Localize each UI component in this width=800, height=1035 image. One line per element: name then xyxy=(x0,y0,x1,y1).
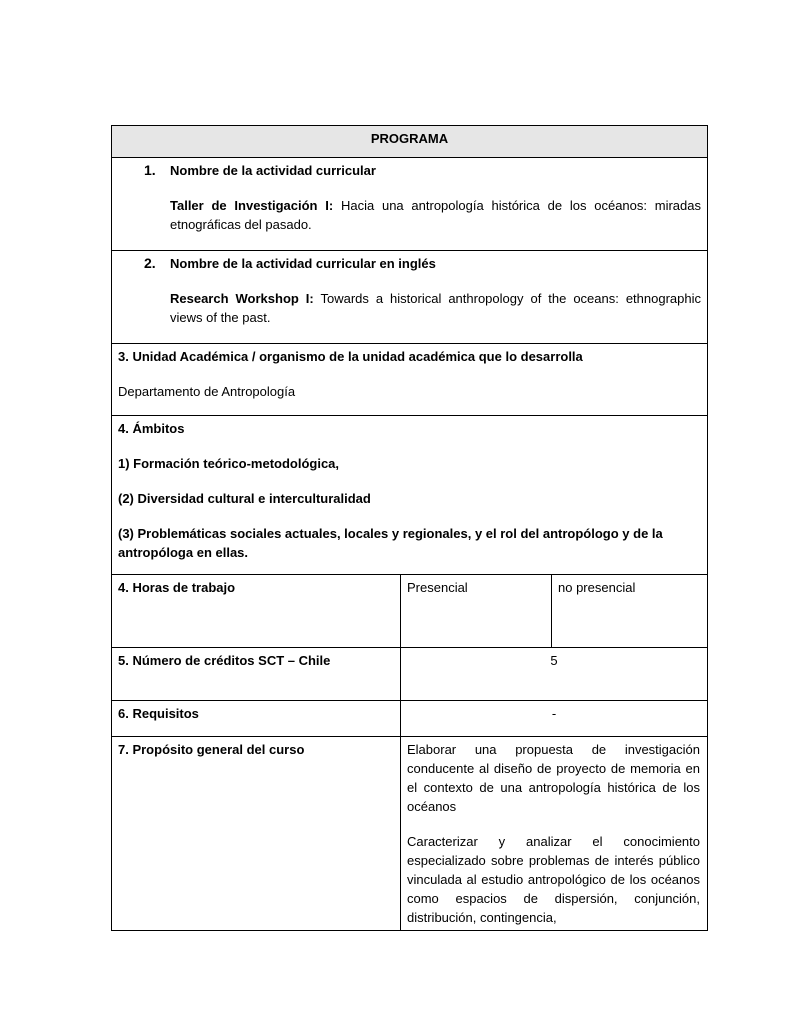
horas-presencial: Presencial xyxy=(401,575,552,648)
section-1-title: Nombre de la actividad curricular xyxy=(170,163,376,178)
horas-no-presencial: no presencial xyxy=(552,575,708,648)
horas-row xyxy=(112,575,708,648)
section-1-name-rest: Hacia una antropología histórica de los océanos: miradas etnográficas del pasado. xyxy=(170,198,701,232)
proposito-value xyxy=(401,737,708,931)
section-2-title: Nombre de la actividad curricular en inglés xyxy=(170,256,436,271)
proposito-paragraph-1: Elaborar una propuesta de investigación conducente al diseño de proyecto de memoria en el contexto de una antropología histórica de los océanos xyxy=(407,742,700,814)
ambito-item: (3) Problemáticas sociales actuales, locales y regionales, y el rol del antropólogo y de la antropóloga en ellas. xyxy=(118,526,663,560)
section-3-row xyxy=(112,344,708,416)
creditos-row xyxy=(112,648,708,701)
program-title: PROGRAMA xyxy=(112,126,708,158)
section-2-name-bold: Research Workshop I: xyxy=(170,291,314,306)
section-2-name-rest: Towards a historical anthropology of the oceans: ethnographic views of the past. xyxy=(170,291,701,325)
section-4-row xyxy=(112,416,708,575)
ambito-item: (2) Diversidad cultural e interculturalidad xyxy=(118,491,371,506)
creditos-value: 5 xyxy=(401,648,708,701)
section-3-title: 3. Unidad Académica / organismo de la unidad académica que lo desarrolla xyxy=(118,349,583,364)
section-4-title: 4. Ámbitos xyxy=(118,421,185,436)
section-2-number: 2. xyxy=(144,255,156,271)
proposito-paragraph-2: Caracterizar y analizar el conocimiento especializado sobre problemas de interés público vinculada al estudio antropológico de los océanos como espacios de dispersión, conjunción, distribución, contingencia, xyxy=(407,834,700,925)
program-table xyxy=(111,125,708,931)
requisitos-label: 6. Requisitos xyxy=(112,701,401,737)
creditos-label: 5. Número de créditos SCT – Chile xyxy=(112,648,401,701)
section-1-value xyxy=(170,196,701,234)
section-2-row xyxy=(112,251,708,344)
section-3-value: Departamento de Antropología xyxy=(118,384,296,399)
section-2-value xyxy=(170,289,701,327)
section-2-heading xyxy=(144,254,701,273)
proposito-row xyxy=(112,737,708,931)
program-header-row xyxy=(112,126,708,158)
horas-label: 4. Horas de trabajo xyxy=(112,575,401,648)
section-1-row xyxy=(112,158,708,251)
section-1-number: 1. xyxy=(144,162,156,178)
section-1-heading xyxy=(144,161,701,180)
section-1-name-bold: Taller de Investigación I: xyxy=(170,198,334,213)
proposito-label: 7. Propósito general del curso xyxy=(112,737,401,931)
ambito-item: 1) Formación teórico-metodológica, xyxy=(118,456,340,471)
requisitos-value: - xyxy=(401,701,708,737)
requisitos-row xyxy=(112,701,708,737)
